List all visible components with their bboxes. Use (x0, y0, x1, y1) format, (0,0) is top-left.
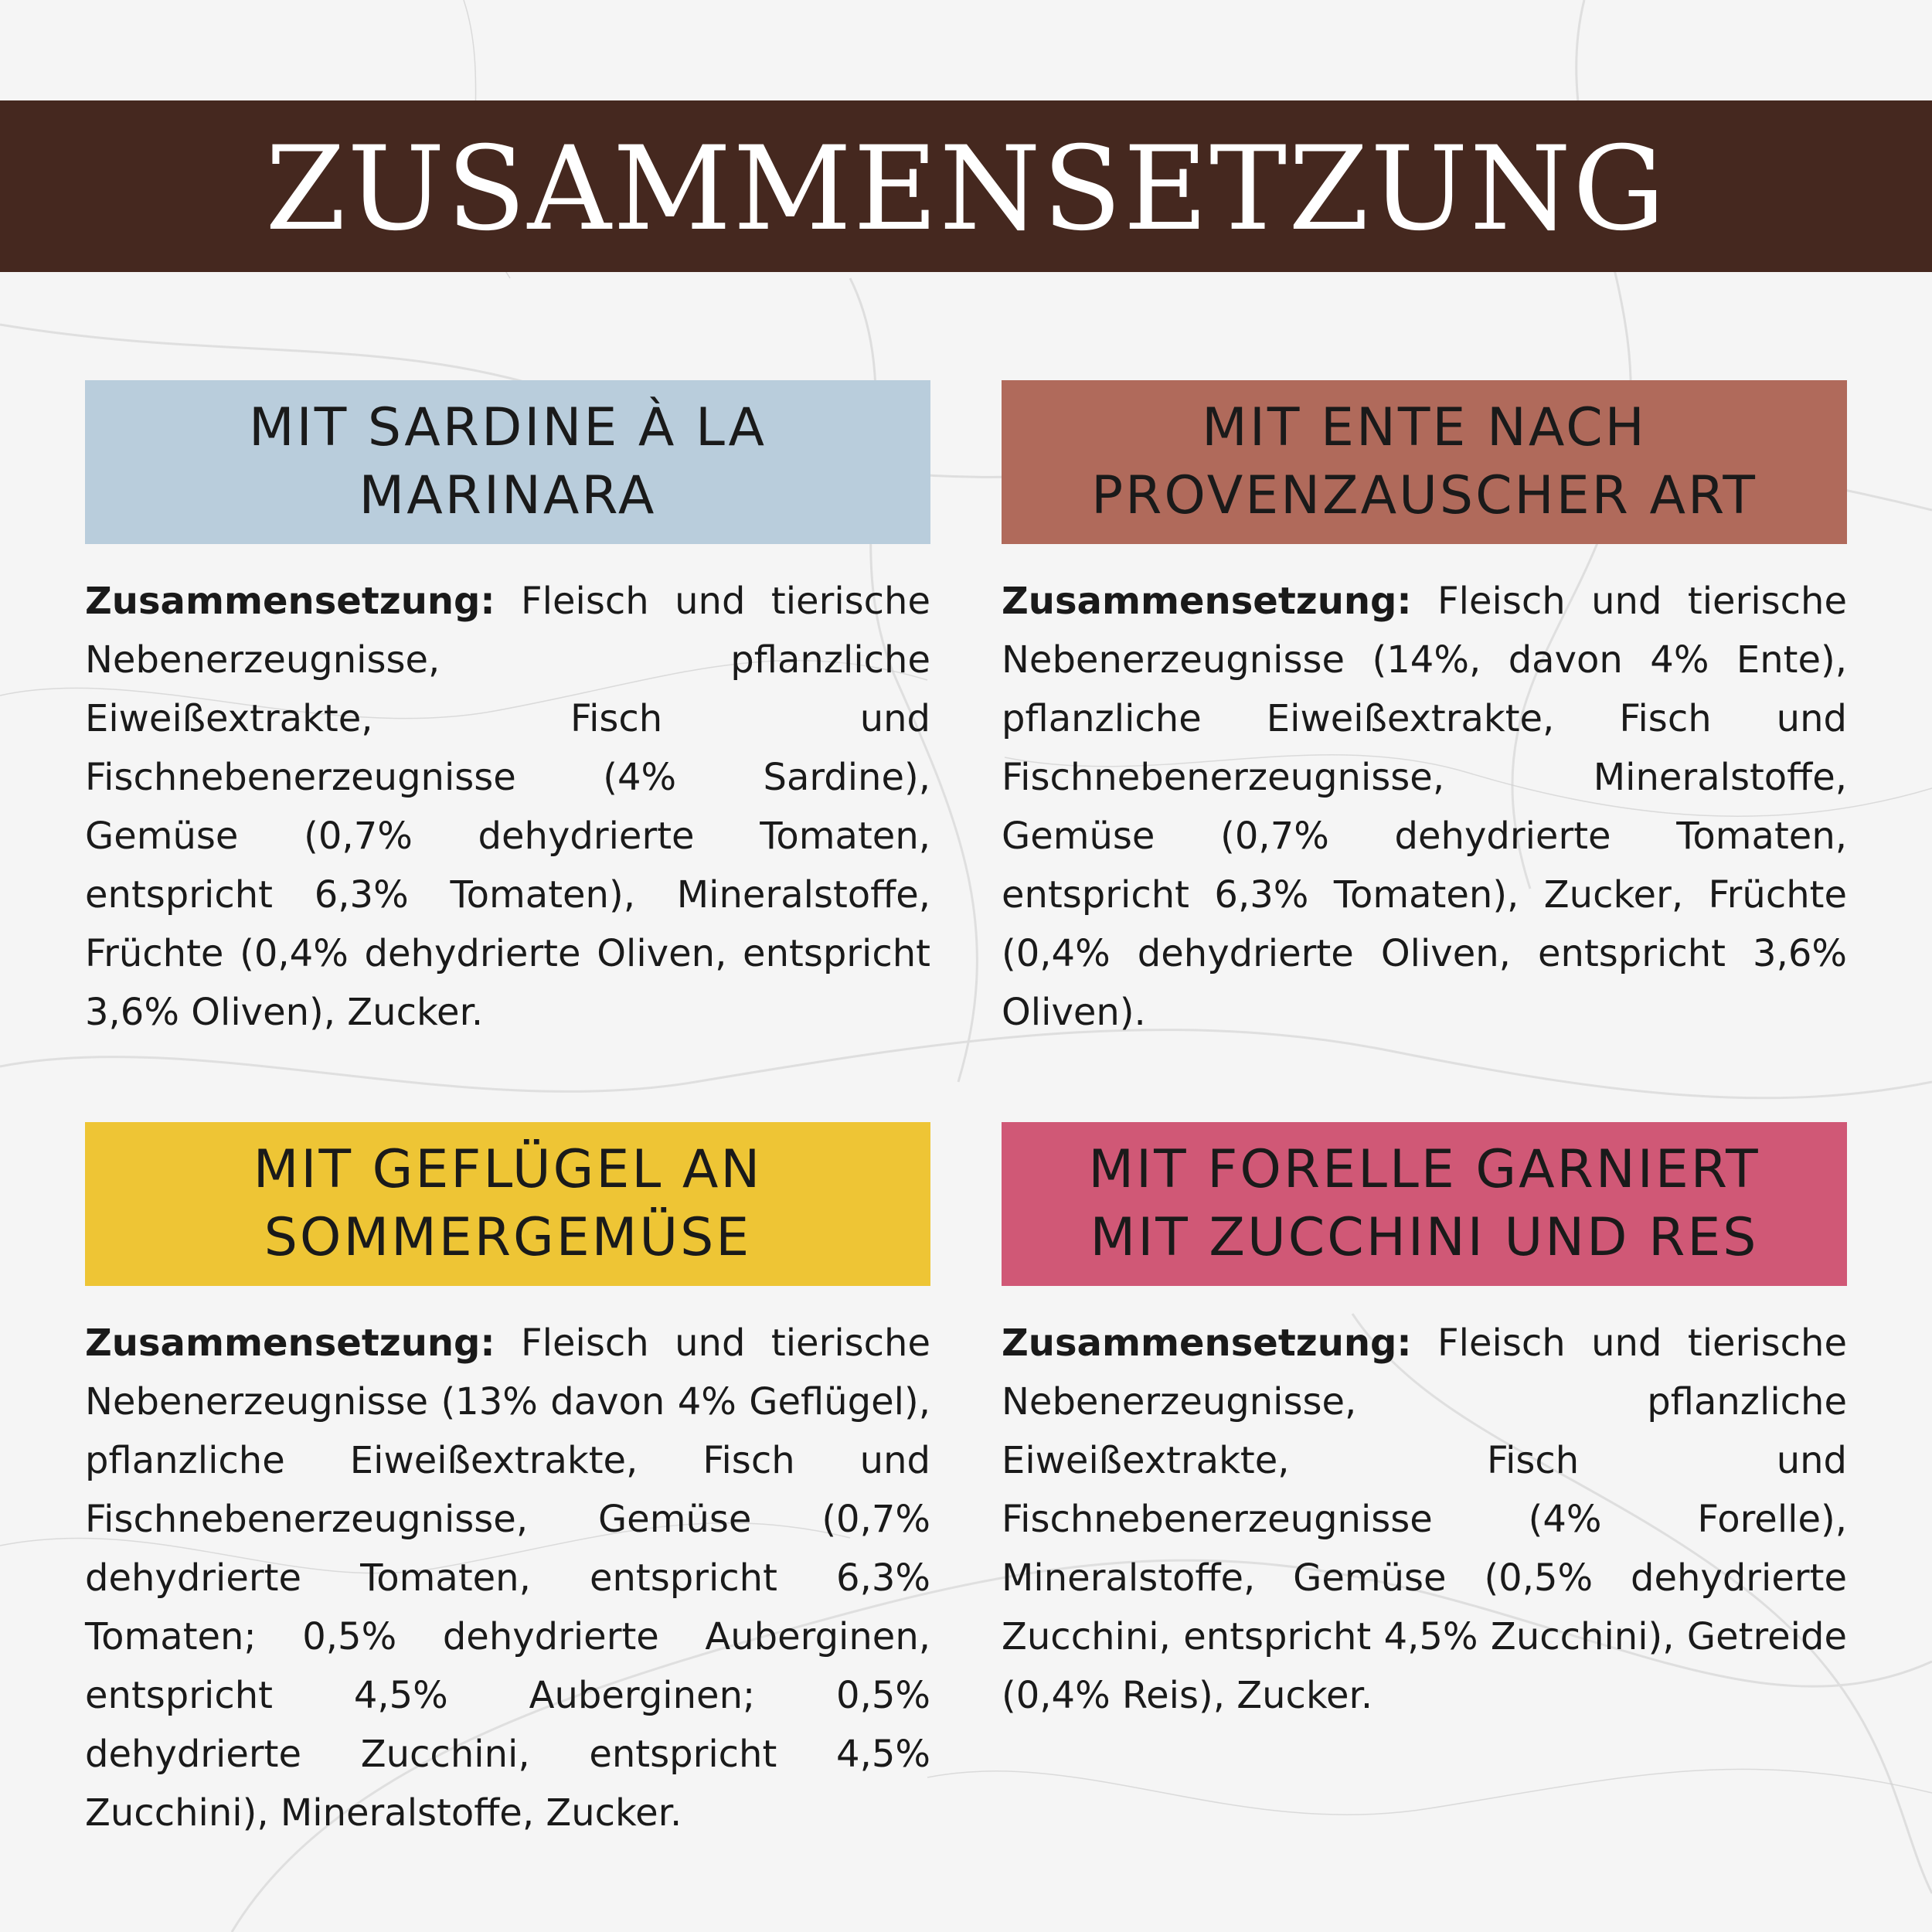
recipe-card-sardine (85, 380, 930, 1042)
recipe-card-composition (85, 1314, 930, 1842)
composition-text: Fleisch und tierische Nebenerzeugnisse (13% davon 4% Geflügel), pflanzliche Eiweißextrakte, Fisch und Fischnebenerzeugnisse, Gemüse (0,7% dehydrierte Tomaten, entspricht 6,3% Tomaten; 0,5% dehydrierte Auberginen, entspricht 4,5% Auberginen; 0,5% dehydrierte Zucchini, entspricht 4,5% Zucchini), Mineralstoffe, Zucker. (85, 1321, 930, 1835)
composition-text: Fleisch und tierische Nebenerzeugnisse, pflanzliche Eiweißextrakte, Fisch und Fischnebenerzeugnisse (4% Sardine), Gemüse (0,7% dehydrierte Tomaten, entspricht 6,3% Tomaten), Mineralstoffe, Früchte (0,4% dehydrierte Oliven, entspricht 3,6% Oliven), Zucker. (85, 580, 930, 1034)
recipe-card-header (1002, 1122, 1847, 1286)
recipe-card-composition (1002, 572, 1847, 1042)
recipe-card-forelle (1002, 1122, 1847, 1725)
recipe-card-header (85, 1122, 930, 1286)
recipe-card-composition (1002, 1314, 1847, 1725)
recipe-card-title: MIT GEFLÜGEL AN SOMMERGEMÜSE (253, 1139, 763, 1268)
page-title: ZUSAMMENSETZUNG (265, 122, 1667, 257)
recipe-card-ente (1002, 380, 1847, 1042)
composition-label: Zusammensetzung: (85, 580, 495, 623)
recipe-card-title: MIT FORELLE GARNIERT MIT ZUCCHINI UND RES (1088, 1139, 1760, 1268)
recipe-card-title: MIT SARDINE À LA MARINARA (248, 397, 767, 526)
composition-text: Fleisch und tierische Nebenerzeugnisse, pflanzliche Eiweißextrakte, Fisch und Fischnebenerzeugnisse (4% Forelle), Mineralstoffe, Gemüse (0,5% dehydrierte Zucchini, entspricht 4,5% Zucchini), Getreide (0,4% Reis), Zucker. (1002, 1321, 1847, 1717)
recipe-card-gefluegel (85, 1122, 930, 1842)
header-banner (0, 100, 1932, 272)
composition-label: Zusammensetzung: (1002, 1321, 1412, 1365)
recipe-card-header (1002, 380, 1847, 544)
composition-text: Fleisch und tierische Nebenerzeugnisse (14%, davon 4% Ente), pflanzliche Eiweißextrakte, Fisch und Fischnebenerzeugnisse, Mineralstoffe, Gemüse (0,7% dehydrierte Tomaten, entspricht 6,3% Tomaten), Zucker, Früchte (0,4% dehydrierte Oliven, entspricht 3,6% Oliven). (1002, 580, 1847, 1034)
recipe-card-header (85, 380, 930, 544)
recipe-card-title: MIT ENTE NACH PROVENZAUSCHER ART (1091, 397, 1757, 526)
composition-label: Zusammensetzung: (85, 1321, 495, 1365)
recipe-card-composition (85, 572, 930, 1042)
composition-label: Zusammensetzung: (1002, 580, 1412, 623)
